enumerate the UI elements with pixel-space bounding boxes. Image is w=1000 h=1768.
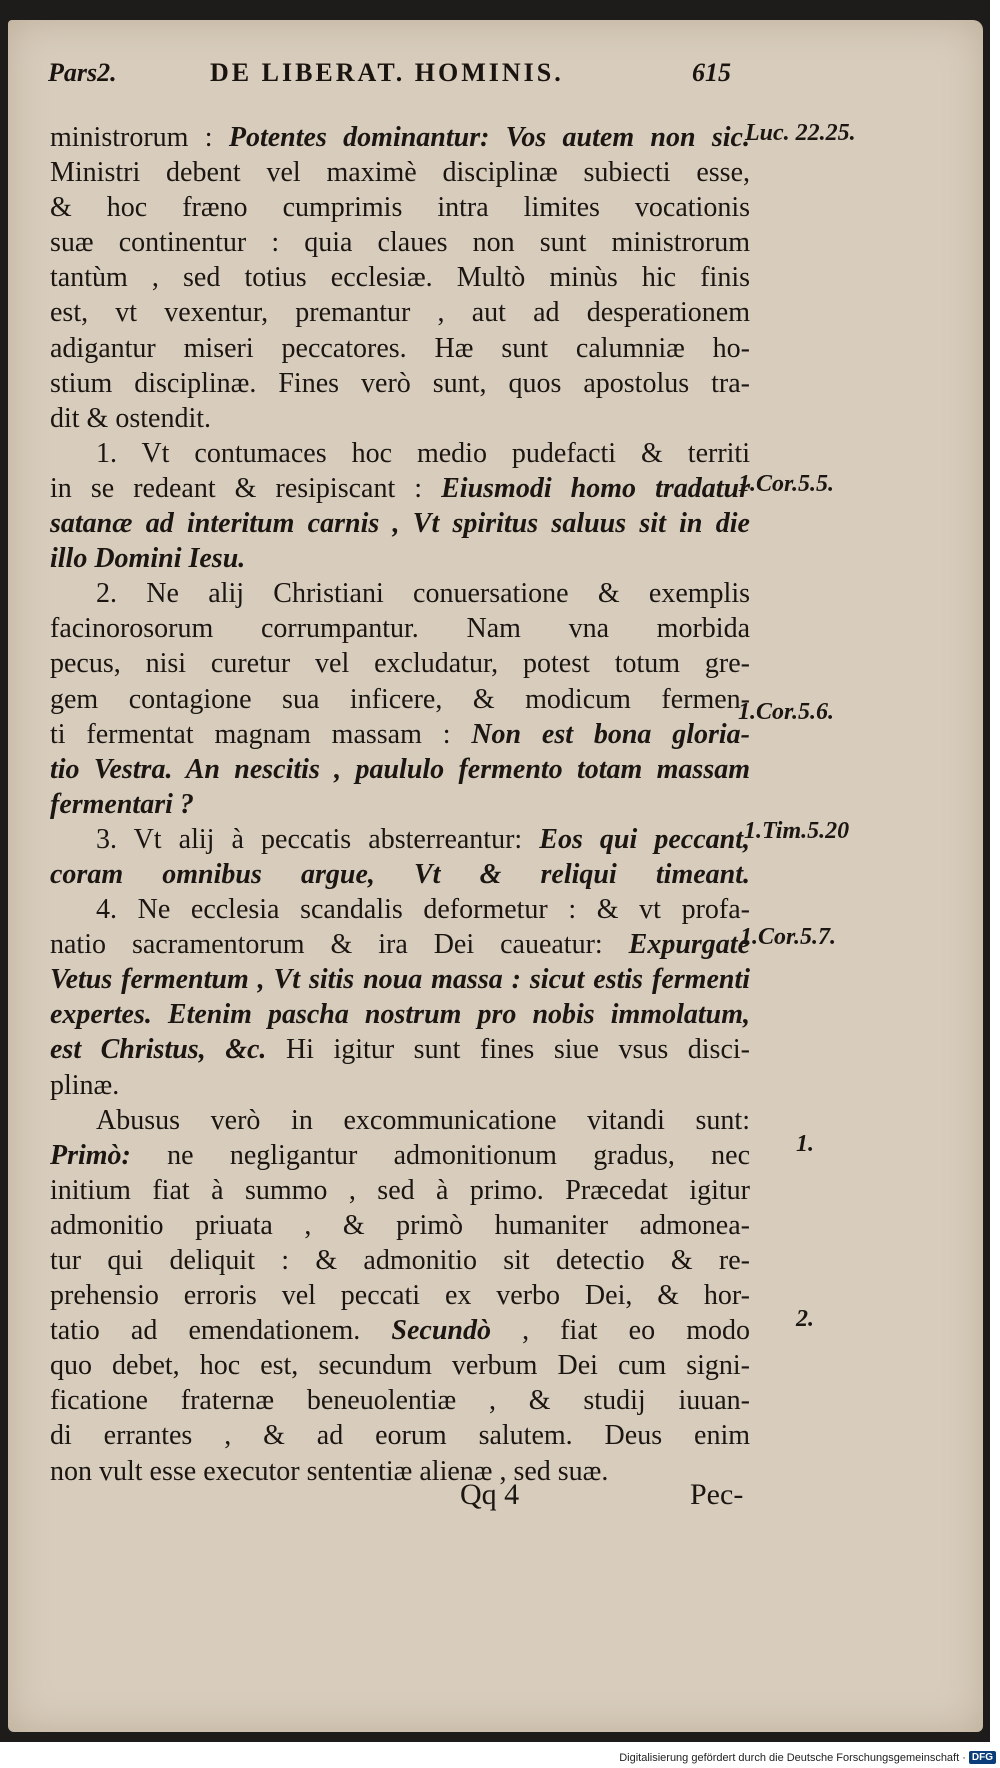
text-line	[50, 155, 750, 190]
quotation-segment: tio Vestra. An nescitis , paululo fermento totam massam	[50, 753, 750, 785]
text-segment: 3. Vt alij à peccatis absterreantur:	[96, 823, 540, 855]
text-segment: facinorosorum corrumpantur. Nam vna morbida	[50, 613, 750, 645]
text-line	[50, 1103, 750, 1138]
text-segment: , fiat eo modo	[490, 1315, 750, 1347]
digitization-credit	[619, 1751, 996, 1764]
text-line	[50, 611, 750, 646]
text-segment: ne negligantur admonitionum gradus, nec	[130, 1139, 750, 1171]
text-line	[50, 682, 750, 717]
text-segment: quo debet, hoc est, secundum verbum Dei cum signi-	[50, 1350, 750, 1382]
text-segment: Hi igitur sunt fines siue vsus disci-	[266, 1034, 750, 1066]
running-head-part: Pars2.	[48, 58, 117, 87]
text-line	[50, 260, 750, 295]
text-segment: 1. Vt contumaces hoc medio pudefacti & territi	[96, 437, 750, 469]
margin-note: Luc. 22.25.	[745, 120, 856, 146]
quotation-segment: Eos qui peccant,	[539, 823, 750, 855]
text-segment: plinæ.	[50, 1069, 120, 1101]
quotation-segment: coram omnibus argue, Vt & reliqui timeant.	[50, 858, 750, 890]
text-segment: di errantes , & ad eorum salutem. Deus enim	[50, 1420, 750, 1452]
text-line	[50, 436, 750, 471]
text-line	[50, 225, 750, 260]
text-line	[50, 892, 750, 927]
text-segment: suæ continentur : quia claues non sunt ministrorum	[50, 227, 750, 259]
text-line	[50, 1278, 750, 1313]
text-line	[50, 787, 750, 822]
signature-mark: Qq 4	[460, 1478, 520, 1511]
text-segment: tantùm , sed totius ecclesiæ. Multò minùs hic finis	[50, 262, 750, 294]
body-text	[50, 120, 750, 1489]
text-segment: 4. Ne ecclesia scandalis deformetur : & vt profa-	[96, 894, 750, 926]
text-segment: prehensio erroris vel peccati ex verbo Dei, & hor-	[50, 1280, 750, 1312]
text-segment: non vult esse executor sententiæ alienæ , sed suæ.	[50, 1455, 609, 1487]
margin-note: 1.Cor.5.5.	[738, 471, 835, 497]
text-line	[50, 1173, 750, 1208]
quotation-segment: illo Domini Iesu.	[50, 543, 246, 575]
text-segment: admonitio priuata , & primò humaniter admonea-	[50, 1209, 750, 1241]
text-line	[50, 506, 750, 541]
quotation-segment: Expurgate	[628, 929, 750, 961]
text-segment: & hoc fræno cumprimis intra limites vocationis	[50, 192, 750, 224]
dfg-logo: DFG	[969, 1751, 996, 1764]
text-segment: tatio ad emendationem.	[50, 1315, 392, 1347]
text-line	[50, 927, 750, 962]
text-segment: ministrorum :	[50, 122, 229, 153]
quotation-segment: Eiusmodi homo tradatur	[441, 472, 750, 504]
text-line	[50, 717, 750, 752]
quotation-segment: Primò:	[50, 1139, 131, 1171]
catchword: Pec-	[690, 1478, 744, 1511]
text-line	[50, 1383, 750, 1418]
text-segment: tur qui deliquit : & admonitio sit detectio & re-	[50, 1245, 750, 1276]
margin-note: 1.Cor.5.6.	[738, 699, 835, 725]
margin-note: 1.Cor.5.7.	[740, 924, 837, 950]
text-line	[50, 295, 750, 330]
quotation-segment: Potentes dominantur: Vos autem non sic.	[228, 122, 750, 153]
credit-text: Digitalisierung gefördert durch die Deutsche Forschungsgemeinschaft ·	[619, 1751, 966, 1764]
text-segment: adigantur miseri peccatores. Hæ sunt calumniæ ho-	[50, 332, 750, 364]
page-number: 615	[692, 58, 731, 87]
text-segment: initium fiat à summo , sed à primo. Præcedat igitur	[50, 1174, 750, 1206]
text-line	[50, 1138, 750, 1173]
text-line	[50, 366, 750, 401]
text-segment: est, vt vexentur, premantur , aut ad desperationem	[50, 297, 750, 329]
text-segment: dit & ostendit.	[50, 402, 211, 434]
text-segment: in se redeant & resipiscant :	[50, 472, 442, 504]
text-line	[50, 997, 750, 1032]
quotation-segment: expertes. Etenim pascha nostrum pro nobis immolatum,	[50, 999, 750, 1031]
text-line	[50, 190, 750, 225]
text-line	[50, 1418, 750, 1453]
margin-note: 2.	[796, 1306, 814, 1332]
text-segment: ti fermentat magnam massam :	[50, 718, 472, 750]
text-segment: Abusus verò in excommunicatione vitandi sunt:	[96, 1104, 750, 1136]
text-segment: 2. Ne alij Christiani conuersatione & exemplis	[96, 578, 750, 610]
text-segment: Ministri debent vel maximè disciplinæ subiecti esse,	[50, 157, 750, 189]
text-line	[50, 1454, 750, 1489]
text-line	[50, 471, 750, 506]
margin-note: 1.Tim.5.20	[744, 818, 850, 844]
text-segment: stium disciplinæ. Fines verò sunt, quos apostolus tra-	[50, 367, 750, 399]
text-line	[50, 962, 750, 997]
text-segment: gem contagione sua inficere, & modicum fermen-	[50, 683, 750, 715]
text-line	[50, 822, 750, 857]
quotation-segment: Vetus fermentum , Vt sitis noua massa : sicut estis fermenti	[50, 964, 750, 996]
running-head-title: DE LIBERAT. HOMINIS.	[210, 58, 564, 87]
quotation-segment: satanæ ad interitum carnis , Vt spiritus saluus sit in die	[50, 508, 750, 540]
text-line	[50, 752, 750, 787]
text-line	[50, 401, 750, 436]
text-line	[50, 1032, 750, 1067]
text-line	[50, 1068, 750, 1103]
text-line	[50, 331, 750, 366]
text-line	[50, 1348, 750, 1383]
text-line	[50, 1313, 750, 1348]
quotation-segment: fermentari ?	[50, 788, 194, 820]
text-line	[50, 857, 750, 892]
text-segment: ficatione fraternæ beneuolentiæ , & studij iuuan-	[50, 1385, 750, 1417]
text-segment: pecus, nisi curetur vel excludatur, potest totum gre-	[50, 648, 750, 680]
margin-note: 1.	[796, 1131, 814, 1157]
quotation-segment: Secundò	[391, 1315, 491, 1347]
text-segment: natio sacramentorum & ira Dei caueatur:	[50, 929, 629, 961]
quotation-segment: Non est bona gloria-	[471, 718, 751, 750]
quotation-segment: est Christus, &c.	[50, 1034, 267, 1066]
text-line	[50, 646, 750, 681]
text-line	[50, 1243, 750, 1278]
text-line	[50, 1208, 750, 1243]
text-line	[50, 120, 750, 155]
text-line	[50, 576, 750, 611]
text-line	[50, 541, 750, 576]
